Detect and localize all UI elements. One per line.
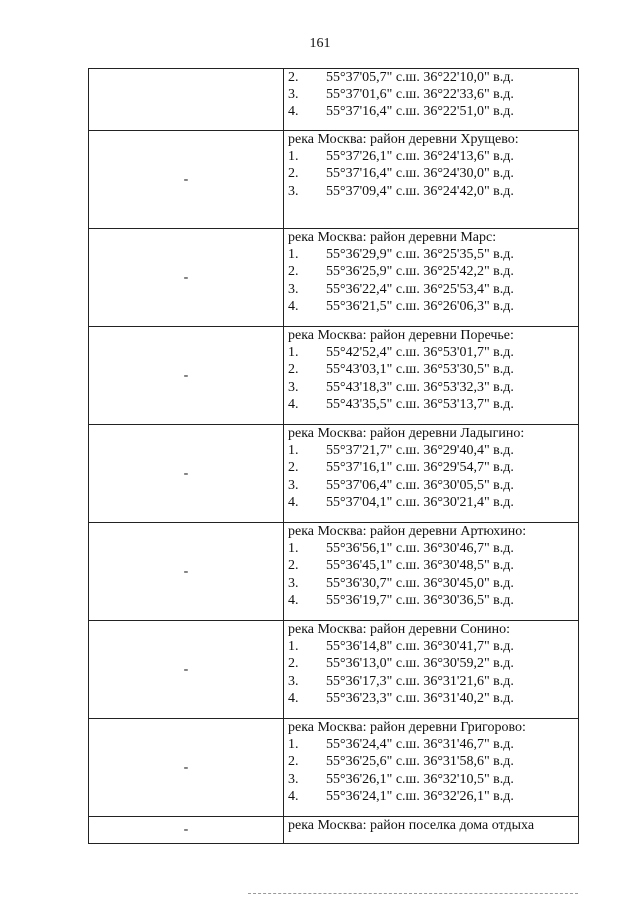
point-coordinates: 55°36'22,4" с.ш. 36°25'53,4" в.д. — [326, 281, 514, 297]
location-title: река Москва: район деревни Сонино: — [288, 622, 511, 637]
location-title: река Москва: район деревни Марс: — [288, 230, 497, 245]
point-coordinates: 55°36'25,9" с.ш. 36°25'42,2" в.д. — [326, 264, 514, 280]
row-marker: - — [89, 523, 284, 621]
coordinate-point — [288, 673, 578, 690]
point-coordinates: 55°36'17,3" с.ш. 36°31'21,6" в.д. — [326, 673, 514, 689]
point-coordinates: 55°37'04,1" с.ш. 36°30'21,4" в.д. — [326, 494, 514, 510]
row-marker: - — [89, 719, 284, 817]
coordinate-point — [288, 592, 578, 609]
point-number: 2. — [288, 558, 299, 574]
coordinate-point — [288, 459, 578, 476]
coordinate-point — [288, 86, 578, 103]
location-title: река Москва: район деревни Ладыгино: — [288, 426, 525, 441]
coordinate-point — [288, 379, 578, 396]
coordinates-cell — [284, 719, 579, 817]
point-number: 3. — [288, 575, 299, 591]
coordinate-point — [288, 540, 578, 557]
coordinates-cell — [284, 131, 579, 229]
table-row — [89, 817, 579, 844]
point-number: 1. — [288, 149, 299, 165]
point-coordinates: 55°36'26,1" с.ш. 36°32'10,5" в.д. — [326, 771, 514, 787]
point-coordinates: 55°37'16,1" с.ш. 36°29'54,7" в.д. — [326, 460, 514, 476]
point-coordinates: 55°37'21,7" с.ш. 36°29'40,4" в.д. — [326, 443, 514, 459]
location-title: река Москва: район деревни Поречье: — [288, 328, 514, 343]
coordinate-point — [288, 103, 578, 120]
row-marker: - — [89, 425, 284, 523]
coordinate-point — [288, 771, 578, 788]
coordinate-point — [288, 753, 578, 770]
point-number: 3. — [288, 771, 299, 787]
row-marker: - — [89, 229, 284, 327]
point-number: 2. — [288, 264, 299, 280]
point-coordinates: 55°36'45,1" с.ш. 36°30'48,5" в.д. — [326, 558, 514, 574]
location-title: река Москва: район деревни Артюхино: — [288, 524, 527, 539]
coordinates-cell — [284, 425, 579, 523]
coordinate-point — [288, 361, 578, 378]
row-marker: - — [89, 817, 284, 844]
point-coordinates: 55°43'18,3" с.ш. 36°53'32,3" в.д. — [326, 379, 514, 395]
table-row — [89, 719, 579, 817]
location-title: река Москва: район деревни Григорово: — [288, 720, 526, 735]
point-number: 2. — [288, 166, 299, 182]
point-number: 1. — [288, 443, 299, 459]
point-coordinates: 55°36'30,7" с.ш. 36°30'45,0" в.д. — [326, 575, 514, 591]
coordinates-cell — [284, 327, 579, 425]
table-row — [89, 523, 579, 621]
point-coordinates: 55°36'14,8" с.ш. 36°30'41,7" в.д. — [326, 639, 514, 655]
coordinate-point — [288, 788, 578, 805]
coordinate-point — [288, 477, 578, 494]
row-marker: - — [89, 327, 284, 425]
coordinate-point — [288, 344, 578, 361]
table-row — [89, 131, 579, 229]
point-number: 2. — [288, 754, 299, 770]
point-number: 4. — [288, 396, 299, 412]
point-coordinates: 55°36'23,3" с.ш. 36°31'40,2" в.д. — [326, 690, 514, 706]
point-coordinates: 55°36'24,1" с.ш. 36°32'26,1" в.д. — [326, 788, 514, 804]
location-title: река Москва: район деревни Хрущево: — [288, 132, 519, 147]
point-number: 3. — [288, 477, 299, 493]
point-coordinates: 55°37'26,1" с.ш. 36°24'13,6" в.д. — [326, 149, 514, 165]
table-row — [89, 425, 579, 523]
coordinates-cell — [284, 69, 579, 131]
point-coordinates: 55°36'19,7" с.ш. 36°30'36,5" в.д. — [326, 592, 514, 608]
row-marker — [89, 69, 284, 131]
point-coordinates: 55°43'03,1" с.ш. 36°53'30,5" в.д. — [326, 362, 514, 378]
coordinate-point — [288, 557, 578, 574]
table-row — [89, 69, 579, 131]
point-coordinates: 55°37'06,4" с.ш. 36°30'05,5" в.д. — [326, 477, 514, 493]
point-coordinates: 55°36'56,1" с.ш. 36°30'46,7" в.д. — [326, 541, 514, 557]
table-row — [89, 621, 579, 719]
point-number: 2. — [288, 656, 299, 672]
point-number: 3. — [288, 281, 299, 297]
point-number: 1. — [288, 247, 299, 263]
point-number: 4. — [288, 298, 299, 314]
point-number: 3. — [288, 183, 299, 199]
point-number: 4. — [288, 592, 299, 608]
coordinate-point — [288, 263, 578, 280]
point-number: 4. — [288, 690, 299, 706]
coordinate-point — [288, 246, 578, 263]
coordinate-point — [288, 69, 578, 86]
coordinate-point — [288, 281, 578, 298]
point-number: 2. — [288, 460, 299, 476]
point-number: 2. — [288, 362, 299, 378]
point-number: 1. — [288, 541, 299, 557]
coordinates-table — [88, 68, 579, 844]
coordinate-point — [288, 655, 578, 672]
row-marker: - — [89, 131, 284, 229]
table-row — [89, 327, 579, 425]
coordinate-point — [288, 396, 578, 413]
point-coordinates: 55°42'52,4" с.ш. 36°53'01,7" в.д. — [326, 345, 514, 361]
point-coordinates: 55°37'16,4" с.ш. 36°22'51,0" в.д. — [326, 104, 514, 120]
point-number: 1. — [288, 737, 299, 753]
point-coordinates: 55°37'01,6" с.ш. 36°22'33,6" в.д. — [326, 87, 514, 103]
coordinates-cell — [284, 817, 579, 844]
coordinate-point — [288, 442, 578, 459]
point-coordinates: 55°37'09,4" с.ш. 36°24'42,0" в.д. — [326, 183, 514, 199]
coordinate-point — [288, 165, 578, 182]
point-coordinates: 55°36'24,4" с.ш. 36°31'46,7" в.д. — [326, 737, 514, 753]
point-number: 4. — [288, 788, 299, 804]
coordinate-point — [288, 148, 578, 165]
point-coordinates: 55°37'16,4" с.ш. 36°24'30,0" в.д. — [326, 166, 514, 182]
coordinate-point — [288, 183, 578, 200]
point-number: 3. — [288, 87, 299, 103]
point-number: 2. — [288, 70, 299, 85]
coordinate-point — [288, 494, 578, 511]
row-marker: - — [89, 621, 284, 719]
point-coordinates: 55°37'05,7" с.ш. 36°22'10,0" в.д. — [326, 70, 514, 85]
location-title: река Москва: район поселка дома отдыха — [288, 818, 535, 833]
point-number: 4. — [288, 494, 299, 510]
table-row — [89, 229, 579, 327]
point-coordinates: 55°36'13,0" с.ш. 36°30'59,2" в.д. — [326, 656, 514, 672]
point-coordinates: 55°36'25,6" с.ш. 36°31'58,6" в.д. — [326, 754, 514, 770]
coordinate-point — [288, 690, 578, 707]
point-number: 4. — [288, 104, 299, 120]
page-number: 161 — [309, 36, 331, 51]
point-number: 3. — [288, 379, 299, 395]
coordinate-point — [288, 638, 578, 655]
coordinate-point — [288, 298, 578, 315]
point-coordinates: 55°36'21,5" с.ш. 36°26'06,3" в.д. — [326, 298, 514, 314]
point-number: 1. — [288, 639, 299, 655]
point-coordinates: 55°43'35,5" с.ш. 36°53'13,7" в.д. — [326, 396, 514, 412]
point-number: 1. — [288, 345, 299, 361]
coordinates-cell — [284, 229, 579, 327]
page-bottom-rule — [248, 893, 578, 894]
coordinate-point — [288, 736, 578, 753]
coordinates-cell — [284, 523, 579, 621]
coordinates-cell — [284, 621, 579, 719]
coordinate-point — [288, 575, 578, 592]
point-coordinates: 55°36'29,9" с.ш. 36°25'35,5" в.д. — [326, 247, 514, 263]
point-number: 3. — [288, 673, 299, 689]
